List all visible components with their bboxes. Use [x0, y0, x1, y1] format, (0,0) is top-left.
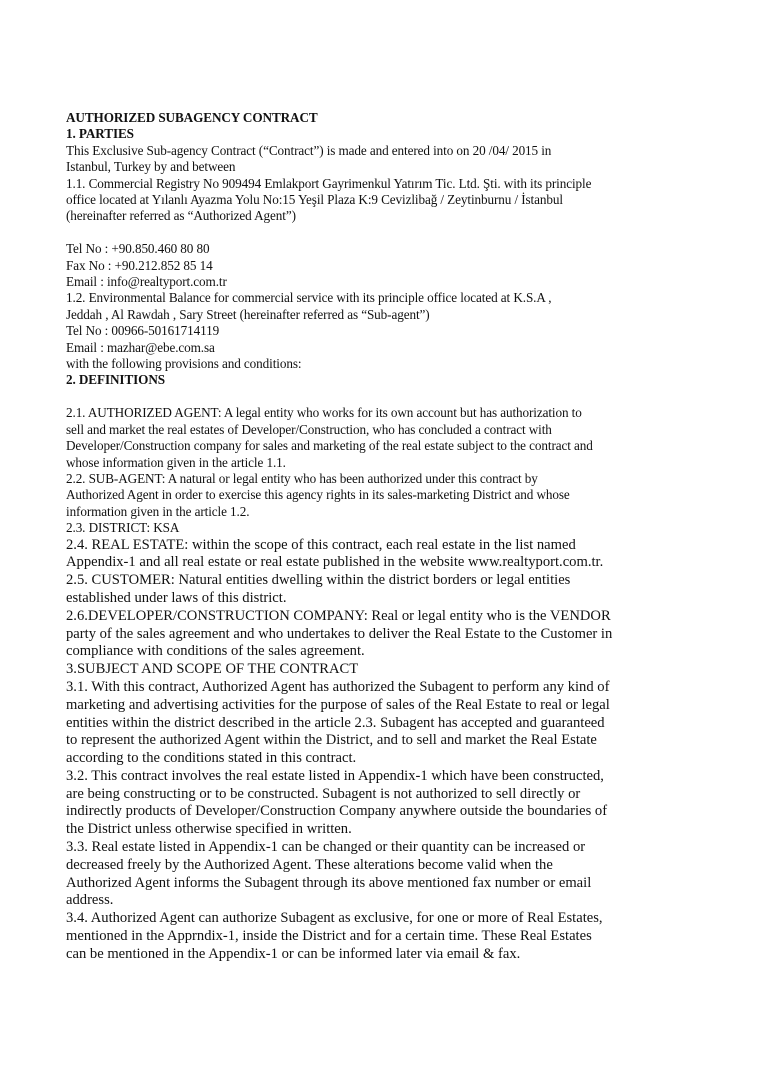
contact-line: Email : mazhar@ebe.com.sa	[66, 339, 215, 355]
body-line: can be mentioned in the Appendix-1 or can be informed later via email & fax.	[66, 945, 521, 962]
body-line: 3.3. Real estate listed in Appendix-1 can be changed or their quantity can be increased or	[66, 839, 586, 856]
contract-title: AUTHORIZED SUBAGENCY CONTRACT	[66, 110, 318, 125]
contract-body-section	[66, 537, 726, 964]
parties-line: Istanbul, Turkey by and between	[66, 159, 236, 175]
body-line: 2.5. CUSTOMER: Natural entities dwelling within the district borders or legal entities	[66, 572, 571, 589]
body-line: 3.1. With this contract, Authorized Agent has authorized the Subagent to perform any kind of	[66, 678, 610, 695]
body-line: are being constructing or to be constructed. Subagent is not authorized to sell directly or	[66, 785, 581, 802]
body-line: 2.4. REAL ESTATE: within the scope of this contract, each real estate in the list named	[66, 536, 576, 553]
contract-page	[66, 110, 726, 964]
parties-line: office located at Yılanlı Ayazma Yolu No:15 Yeşil Plaza K:9 Cevizlibağ / Zeytinburnu / İstanbul	[66, 192, 563, 208]
contact-line: Fax No : +90.212.852 85 14	[66, 257, 213, 273]
parties-line: (hereinafter referred as “Authorized Agent”)	[66, 208, 296, 224]
body-line: 3.2. This contract involves the real estate listed in Appendix-1 which have been constructed,	[66, 767, 604, 784]
definitions-heading: 2. DEFINITIONS	[66, 372, 165, 388]
body-line: 3.4. Authorized Agent can authorize Subagent as exclusive, for one or more of Real Estates,	[66, 910, 603, 927]
subject-scope-heading: 3.SUBJECT AND SCOPE OF THE CONTRACT	[66, 661, 359, 678]
definitions-line: sell and market the real estates of Developer/Construction, who has concluded a contract with	[66, 421, 552, 437]
body-line: established under laws of this district.	[66, 589, 287, 606]
contact-section	[66, 241, 726, 372]
body-line: compliance with conditions of the sales agreement.	[66, 643, 365, 660]
body-line: entities within the district described in the article 2.3. Subagent has accepted and guaranteed	[66, 714, 605, 731]
body-line: party of the sales agreement and who undertakes to deliver the Real Estate to the Customer in	[66, 625, 613, 642]
definitions-line: 2.3. DISTRICT: KSA	[66, 520, 180, 536]
definitions-line: 2.2. SUB-AGENT: A natural or legal entity who has been authorized under this contract by	[66, 470, 538, 486]
contact-line: Tel No : +90.850.460 80 80	[66, 241, 210, 257]
contact-line: with the following provisions and conditions:	[66, 356, 302, 372]
parties-line: 1.1. Commercial Registry No 909494 Emlakport Gayrimenkul Yatırım Tic. Ltd. Şti. with its principle	[66, 175, 592, 191]
body-line: Authorized Agent informs the Subagent through its above mentioned fax number or email	[66, 874, 592, 891]
body-line: address.	[66, 892, 114, 909]
body-line: Appendix-1 and all real estate or real estate published in the website www.realtyport.com.tr.	[66, 554, 604, 571]
definitions-line: 2.1. AUTHORIZED AGENT: A legal entity who works for its own account but has authorization to	[66, 405, 582, 421]
definitions-section	[66, 405, 726, 536]
body-line: to represent the authorized Agent within the District, and to sell and market the Real Estate	[66, 732, 597, 749]
blank-line	[66, 225, 726, 241]
definitions-line: information given in the article 1.2.	[66, 503, 250, 519]
body-line: mentioned in the Apprndix-1, inside the District and for a certain time. These Real Estates	[66, 928, 592, 945]
body-line: marketing and advertising activities for the purpose of sales of the Real Estate to real or legal	[66, 696, 610, 713]
body-line: 2.6.DEVELOPER/CONSTRUCTION COMPANY: Real or legal entity who is the VENDOR	[66, 607, 611, 624]
body-line: indirectly products of Developer/Construction Company anywhere outside the boundaries of	[66, 803, 608, 820]
definitions-line: Developer/Construction company for sales and marketing of the real estate subject to the contract and	[66, 438, 593, 454]
parties-heading: 1. PARTIES	[66, 126, 134, 142]
parties-line: This Exclusive Sub-agency Contract (“Contract”) is made and entered into on 20 /04/ 2015 in	[66, 142, 552, 158]
contact-line: Jeddah , Al Rawdah , Sary Street (hereinafter referred as “Sub-agent”)	[66, 306, 430, 322]
parties-section	[66, 143, 726, 225]
definitions-line: whose information given in the article 1.1.	[66, 454, 286, 470]
body-line: the District unless otherwise specified in written.	[66, 821, 352, 838]
definitions-line: Authorized Agent in order to exercise this agency rights in its sales-marketing District and whose	[66, 487, 570, 503]
blank-line	[66, 389, 726, 405]
contact-line: Email : info@realtyport.com.tr	[66, 274, 227, 290]
contact-line: Tel No : 00966-50161714119	[66, 323, 220, 339]
body-line: decreased freely by the Authorized Agent. These alterations become valid when the	[66, 856, 553, 873]
contact-line: 1.2. Environmental Balance for commercial service with its principle office located at K.S.A ,	[66, 290, 552, 306]
body-line: according to the conditions stated in this contract.	[66, 750, 357, 767]
